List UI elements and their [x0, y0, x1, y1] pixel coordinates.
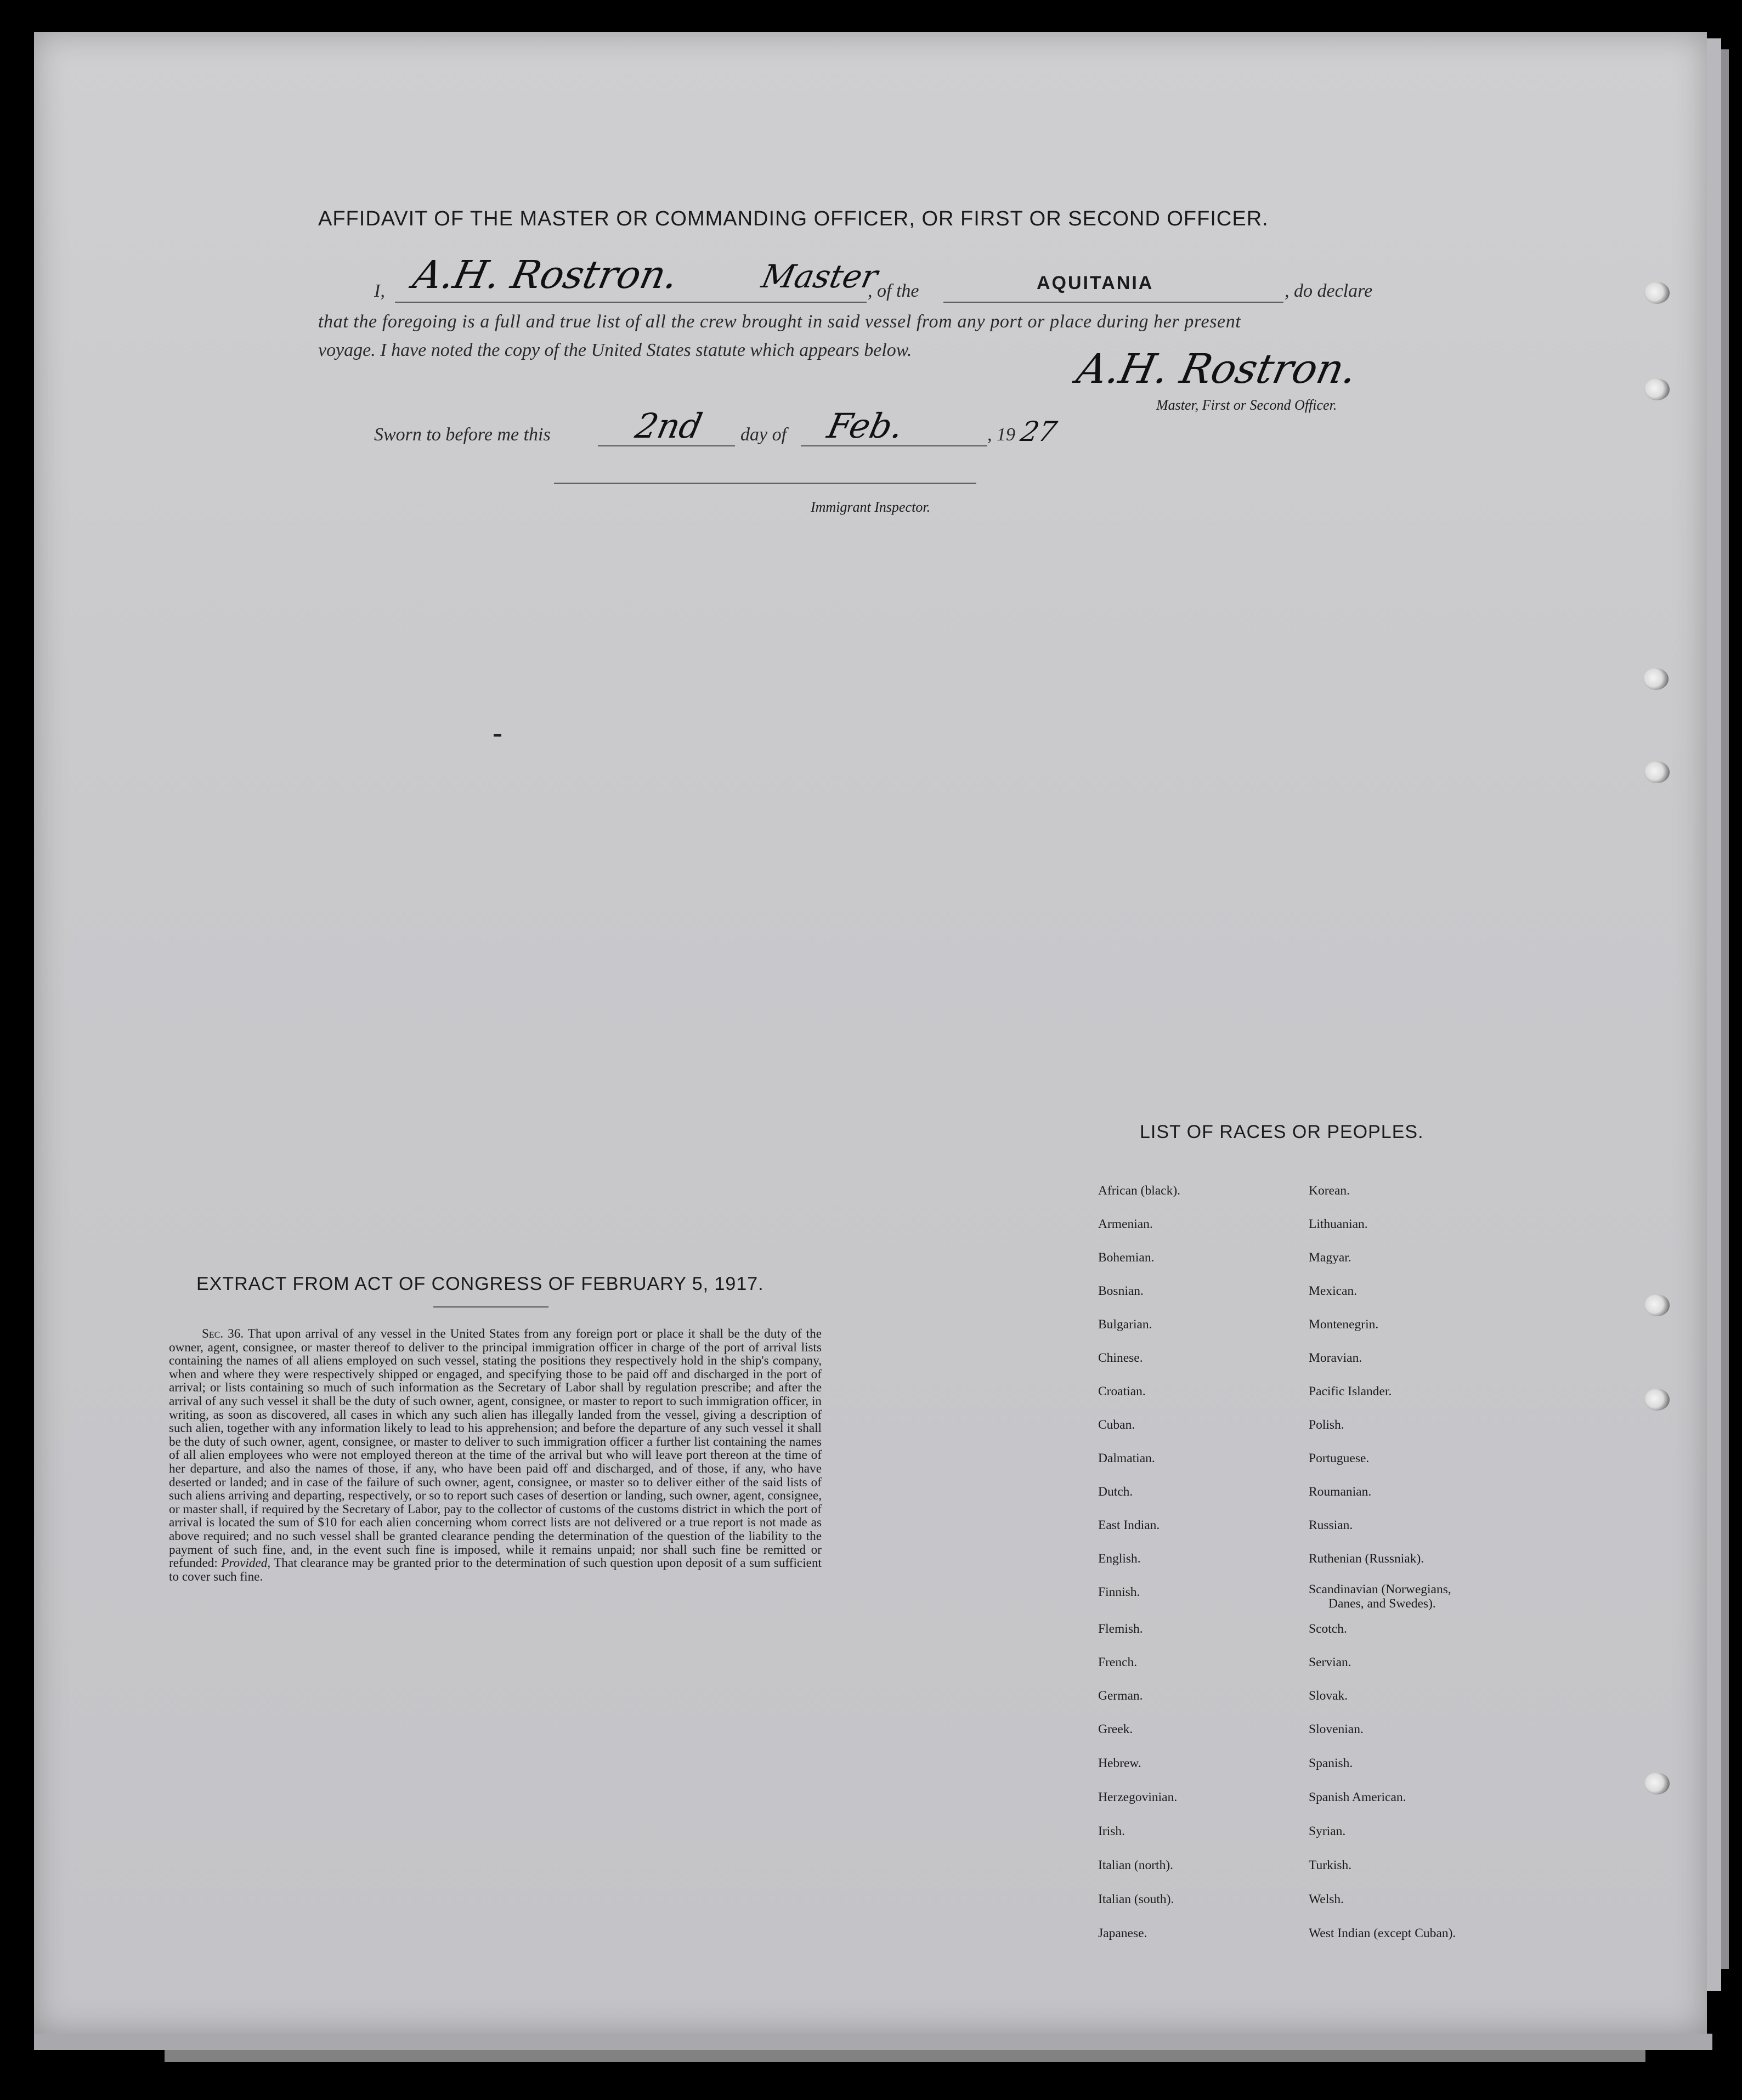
section-text: That upon arrival of any vessel in the United States from any foreign port or place it shall be the duty of the owner, agent, consignee, or master thereof to deliver to the principal immigration officer in charge of the port of arrival lists containing the names of all aliens employed on such vessel, stating the positions they respectively hold in the ship's company, when and where they were respectively shipped or engaged, and specifying those to be paid off and discharged in the port of arrival; or lists containing so much of such information as the Secretary of Labor shall by regulation prescribe; and after the arrival of any such vessel it shall be the duty of such owner, agent, consignee, or master to report to such immigration officer, in writing, as soon as discovered, all cases in which any such alien has illegally landed from the vessel, giving a description of such alien, together with any information likely to lead to his apprehension; and before the departure of any such vessel it shall be the duty of such owner, agent, consignee, or master to deliver to such immigration officer a further list containing the names of all alien employees who were not employed thereon at the time of the arrival but who will leave port thereon at the time of her departure, and also the names of those, if any, who have been paid off and discharged, and of those, if any, who have deserted or landed; and in case of the failure of such owner, agent, consignee, or master so to deliver either of the said lists of such aliens arriving and departing, respectively, or so to report such cases of desertion or landing, such owner, agent, consignee, or master shall, if required by the Secretary of Labor, pay to the collector of customs of the customs district in which the port of arrival is located the sum of $10 for each alien concerning whom correct lists are not delivered or a true report is not made as above required; and no such vessel shall be granted clearance pending the determination of the question of the liability to the payment of such fine, and, in the event such fine is imposed, while it remains unpaid; nor shall such fine be remitted or refunded:: [169, 1327, 822, 1571]
race-right: Welsh.: [1309, 1892, 1344, 1906]
race-right: Moravian.: [1309, 1351, 1362, 1365]
sworn-month: Feb.: [824, 406, 907, 446]
speck: [494, 734, 501, 737]
page-edge: [1707, 38, 1721, 1991]
race-right: Pacific Islander.: [1309, 1384, 1392, 1399]
binder-hole: [1644, 1294, 1670, 1316]
race-left: Japanese.: [1098, 1926, 1147, 1940]
extract-title-rule: [433, 1306, 548, 1307]
master-signature: A.H. Rostron.: [1072, 346, 1361, 393]
race-left: Chinese.: [1098, 1351, 1143, 1365]
day-of-label: day of: [740, 424, 787, 445]
race-left: Irish.: [1098, 1824, 1125, 1838]
race-right: Slovenian.: [1309, 1722, 1364, 1736]
race-left: Cuban.: [1098, 1418, 1135, 1432]
binder-hole: [1644, 282, 1670, 304]
race-left: Flemish.: [1098, 1622, 1143, 1636]
race-left: Dalmatian.: [1098, 1451, 1155, 1465]
section-text-end: That clearance may be granted prior to the determination of such question upon deposit of a sum sufficient to cover such fine.: [169, 1556, 822, 1584]
race-right: Ruthenian (Russniak).: [1309, 1552, 1424, 1566]
race-left: Bulgarian.: [1098, 1317, 1152, 1332]
race-right: Roumanian.: [1309, 1485, 1372, 1499]
race-right-scandinavian: [1309, 1582, 1539, 1611]
binder-hole: [1644, 1773, 1670, 1795]
race-right: Spanish.: [1309, 1756, 1353, 1770]
race-left: Bohemian.: [1098, 1250, 1155, 1265]
race-left: Armenian.: [1098, 1217, 1153, 1231]
race-right: Scotch.: [1309, 1622, 1347, 1636]
of-the-label: , of the: [868, 281, 919, 301]
bleed-through-text: [165, 154, 1645, 203]
sworn-day: 2nd: [632, 406, 706, 446]
race-left: Italian (north).: [1098, 1858, 1174, 1872]
race-left: Italian (south).: [1098, 1892, 1174, 1906]
race-right: Magyar.: [1309, 1250, 1351, 1265]
race-right: West Indian (except Cuban).: [1309, 1926, 1456, 1940]
race-left: French.: [1098, 1655, 1138, 1669]
extract-body: [169, 1327, 822, 1583]
binder-hole: [1644, 378, 1670, 400]
section-label: Sec. 36.: [202, 1327, 244, 1341]
race-left: Hebrew.: [1098, 1756, 1141, 1770]
race-right: Russian.: [1309, 1518, 1353, 1532]
declarant-signature: A.H. Rostron.: [409, 252, 682, 297]
rank-handwritten: Master: [758, 258, 881, 295]
inspector-line: [554, 483, 976, 484]
race-right: Mexican.: [1309, 1284, 1358, 1298]
race-right: Slovak.: [1309, 1689, 1348, 1703]
race-right: Scandinavian (Norwegians,: [1309, 1582, 1451, 1597]
race-right: Korean.: [1309, 1184, 1350, 1198]
races-title: LIST OF RACES OR PEOPLES.: [1140, 1122, 1424, 1142]
sworn-label: Sworn to before me this: [374, 424, 551, 445]
race-right: Polish.: [1309, 1418, 1344, 1432]
declarant-line: [395, 302, 867, 303]
binder-hole: [1644, 1389, 1670, 1411]
race-left: German.: [1098, 1689, 1143, 1703]
binder-hole: [1644, 761, 1670, 783]
race-left: Herzegovinian.: [1098, 1790, 1178, 1804]
race-right: Turkish.: [1309, 1858, 1352, 1872]
race-right: Lithuanian.: [1309, 1217, 1368, 1231]
race-left: Finnish.: [1098, 1585, 1140, 1599]
race-right: Portuguese.: [1309, 1451, 1370, 1465]
extract-title: EXTRACT FROM ACT OF CONGRESS OF FEBRUARY 5, 1917.: [196, 1273, 764, 1294]
page-bottom-torn-edge: [165, 2050, 1645, 2062]
do-declare-label: , do declare: [1285, 281, 1373, 301]
binder-hole: [1643, 668, 1669, 690]
race-left: African (black).: [1098, 1184, 1181, 1198]
vessel-name: AQUITANIA: [1037, 273, 1154, 293]
affidavit-title: AFFIDAVIT OF THE MASTER OR COMMANDING OFFICER, OR FIRST OR SECOND OFFICER.: [318, 207, 1269, 230]
page-bottom-edge: [34, 2034, 1712, 2050]
race-left: Greek.: [1098, 1722, 1133, 1736]
race-right: Servian.: [1309, 1655, 1351, 1669]
signature-caption: Master, First or Second Officer.: [1156, 397, 1337, 413]
race-left: Bosnian.: [1098, 1284, 1144, 1298]
race-right-continuation: Danes, and Swedes).: [1328, 1597, 1436, 1611]
race-left: East Indian.: [1098, 1518, 1160, 1532]
i-label: I,: [374, 281, 385, 301]
year-prefix: , 19: [987, 424, 1015, 445]
race-right: Montenegrin.: [1309, 1317, 1379, 1332]
provided-label: Provided,: [221, 1556, 271, 1571]
affidavit-line-3: voyage. I have noted the copy of the United States statute which appears below.: [318, 340, 912, 360]
sworn-year: 27: [1017, 416, 1060, 448]
vessel-line: [943, 302, 1283, 303]
inspector-caption: Immigrant Inspector.: [811, 499, 931, 515]
race-left: English.: [1098, 1552, 1141, 1566]
affidavit-line-2: that the foregoing is a full and true list of all the crew brought in said vessel from any port or place during her present: [318, 312, 1241, 332]
race-right: Syrian.: [1309, 1824, 1346, 1838]
race-left: Dutch.: [1098, 1485, 1133, 1499]
race-left: Croatian.: [1098, 1384, 1146, 1399]
page-edge-shadow: [1721, 49, 1729, 1969]
race-right: Spanish American.: [1309, 1790, 1406, 1804]
